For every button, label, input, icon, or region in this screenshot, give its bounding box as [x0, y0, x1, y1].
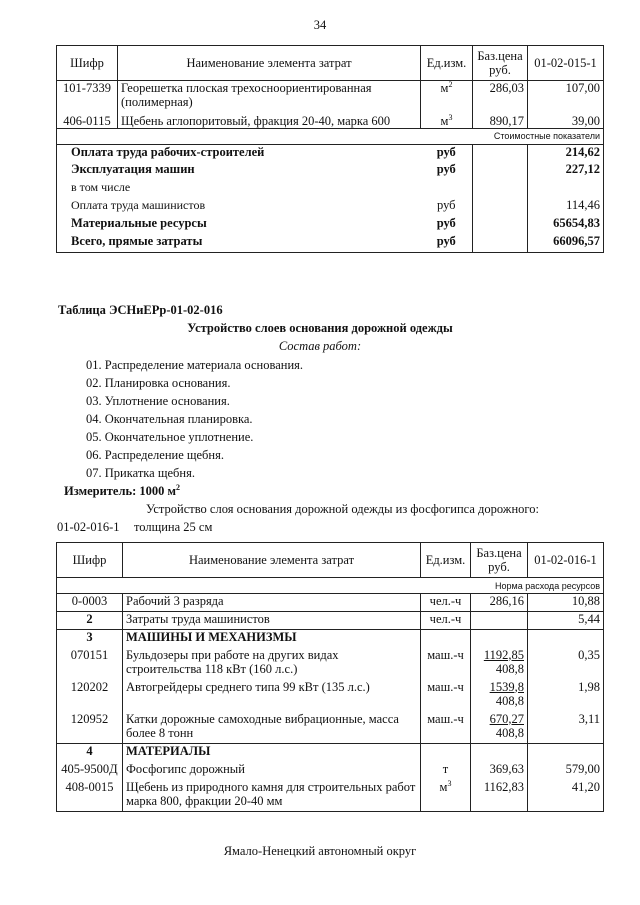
summary-value-text: 65654,83 — [553, 216, 600, 230]
column-header — [123, 543, 421, 578]
unit-cell — [421, 680, 471, 712]
table-row — [57, 594, 604, 612]
column-header-text: 01-02-015-1 — [534, 56, 597, 70]
value-cell — [528, 630, 604, 648]
summary-unit-text: руб — [436, 144, 456, 159]
work-item: 03. Уплотнение основания. — [86, 394, 230, 408]
price-base-text: 408,8 — [495, 693, 524, 708]
code-cell — [57, 762, 123, 780]
column-header — [473, 46, 528, 81]
code-cell — [57, 81, 118, 114]
code-cell-text: 408-0015 — [65, 779, 114, 794]
summary-price — [473, 198, 528, 216]
summary-row — [57, 234, 604, 252]
meter-label — [64, 484, 180, 499]
item-thickness: толщина 25 см — [134, 520, 213, 534]
unit-cell — [421, 81, 473, 114]
table-row — [57, 612, 604, 630]
price-text: 1192,85 — [483, 647, 524, 662]
name-cell — [123, 648, 421, 680]
price-cell-text: 369,63 — [489, 761, 524, 776]
work-item: 07. Прикатка щебня. — [86, 466, 195, 480]
summary-name — [57, 234, 421, 252]
value-cell-text: 3,11 — [578, 711, 600, 726]
name-cell-text: Бульдозеры при работе на других видах строительства 118 кВт (160 л.с.) — [126, 647, 339, 676]
code-cell-text: 101-7339 — [63, 81, 111, 95]
page-number: 34 — [313, 18, 327, 32]
summary-unit — [421, 144, 473, 162]
value-cell — [528, 680, 604, 712]
code-cell — [57, 114, 118, 129]
name-cell-text: Автогрейдеры среднего типа 99 кВт (135 л.с.) — [126, 679, 370, 694]
value-cell-text: 41,20 — [571, 779, 600, 794]
name-cell — [118, 114, 421, 129]
footer-region: Ямало-Ненецкий автономный округ — [223, 844, 417, 858]
code-cell-text: 120952 — [70, 711, 109, 726]
column-header — [471, 543, 528, 578]
summary-name-text: Материальные ресурсы — [71, 216, 207, 230]
code-cell-text: 070151 — [70, 647, 109, 662]
summary-price — [473, 144, 528, 162]
code-cell-text: 120202 — [70, 679, 109, 694]
name-cell-text: Катки дорожные самоходные вибрационные, масса более 8 тонн — [126, 711, 399, 740]
code-cell — [57, 612, 123, 630]
code-cell — [57, 780, 123, 812]
subheader — [57, 128, 604, 144]
column-header — [421, 543, 471, 578]
summary-row — [57, 180, 604, 198]
name-cell — [123, 762, 421, 780]
summary-name-text: Эксплуатация машин — [71, 162, 195, 176]
unit-superscript: 3 — [448, 112, 453, 122]
price-cell — [471, 762, 528, 780]
subheader-text: Стоимостные показатели — [493, 131, 600, 141]
name-cell-text: Георешетка плоская трехосноориентированная (полимерная) — [121, 81, 372, 109]
code-cell-text: 406-0115 — [63, 113, 111, 128]
name-cell-text: МАШИНЫ И МЕХАНИЗМЫ — [126, 630, 297, 644]
unit-cell — [421, 630, 471, 648]
unit-cell — [421, 594, 471, 612]
item-code: 01-02-016-1 — [57, 520, 120, 534]
column-header — [528, 46, 604, 81]
summary-name-text: Всего, прямые затраты — [71, 234, 203, 248]
summary-unit-text: руб — [436, 162, 456, 176]
unit-cell — [421, 712, 471, 744]
column-header — [118, 46, 421, 81]
value-cell-text: 579,00 — [565, 761, 600, 776]
work-item: 05. Окончательное уплотнение. — [86, 430, 254, 444]
column-header — [57, 46, 118, 81]
unit-cell-text: маш.-ч — [427, 679, 464, 694]
subheader-row — [57, 578, 604, 594]
unit-cell — [421, 762, 471, 780]
column-header-text: Баз.цена руб. — [477, 49, 523, 77]
table-row — [57, 712, 604, 744]
unit-cell — [421, 114, 473, 129]
unit-superscript: 2 — [448, 79, 453, 89]
header-row — [57, 543, 604, 578]
works-title: Состав работ: — [278, 339, 362, 353]
summary-unit-text: руб — [436, 198, 456, 212]
summary-name-text: Оплата труда машинистов — [71, 198, 206, 212]
column-header-text: Ед.изм. — [425, 553, 466, 567]
value-cell-text: 1,98 — [578, 679, 600, 694]
value-cell — [528, 780, 604, 812]
table-row — [57, 81, 604, 114]
code-cell — [57, 712, 123, 744]
code-cell-text: 0-0003 — [71, 594, 108, 608]
name-cell-text: МАТЕРИАЛЫ — [126, 744, 211, 758]
price-cell — [471, 780, 528, 812]
value-cell — [528, 744, 604, 762]
summary-value-text: 227,12 — [565, 162, 600, 176]
code-cell — [57, 594, 123, 612]
name-cell-text: Рабочий 3 разряда — [126, 594, 224, 608]
work-item: 04. Окончательная планировка. — [86, 412, 253, 426]
table-title: Таблица ЭСНиЕРр-01-02-016 — [58, 303, 223, 317]
code-cell-text: 4 — [86, 744, 93, 758]
price-cell — [471, 680, 528, 712]
value-cell-text: 5,44 — [578, 612, 600, 626]
name-cell — [123, 680, 421, 712]
price-base-text: 408,8 — [495, 725, 524, 740]
name-cell — [123, 780, 421, 812]
summary-value — [528, 180, 604, 198]
value-cell — [528, 114, 604, 129]
subheader-text: Норма расхода ресурсов — [495, 580, 600, 591]
column-header — [528, 543, 604, 578]
work-item: 06. Распределение щебня. — [86, 448, 224, 462]
summary-name — [57, 216, 421, 234]
summary-name-text: Оплата труда рабочих-строителей — [71, 144, 265, 159]
table-row — [57, 780, 604, 812]
summary-unit — [421, 216, 473, 234]
column-header-text: Наименование элемента затрат — [188, 553, 355, 567]
price-cell — [471, 648, 528, 680]
unit-superscript: 3 — [447, 778, 452, 788]
price-cell — [473, 114, 528, 129]
code-cell-text: 2 — [86, 612, 93, 626]
summary-value-text: 114,46 — [566, 198, 600, 212]
summary-row — [57, 198, 604, 216]
code-cell-text: 405-9500Д — [61, 761, 118, 776]
value-cell-text: 107,00 — [565, 81, 600, 95]
price-cell-text: 286,16 — [489, 594, 524, 608]
resource-table-01-02-016 — [56, 542, 604, 812]
unit-cell-text: м — [440, 113, 449, 128]
item-description: Устройство слоя основания дорожной одежды из фосфогипса дорожного: — [146, 502, 539, 516]
summary-price — [473, 180, 528, 198]
name-cell — [123, 594, 421, 612]
name-cell-text: Фосфогипс дорожный — [126, 761, 245, 776]
summary-unit — [421, 180, 473, 198]
unit-cell-text: чел.-ч — [429, 612, 462, 626]
meter-text: Измеритель: 1000 м — [64, 484, 177, 498]
price-base-text: 408,8 — [495, 661, 524, 676]
summary-name — [57, 180, 421, 198]
summary-unit — [421, 162, 473, 180]
summary-value — [528, 216, 604, 234]
code-cell — [57, 648, 123, 680]
column-header — [421, 46, 473, 81]
column-header-text: Баз.цена руб. — [476, 546, 522, 574]
column-header — [57, 543, 123, 578]
value-cell — [528, 594, 604, 612]
price-cell — [471, 744, 528, 762]
summary-name-text: в том числе — [71, 180, 131, 194]
column-header-text: Шифр — [72, 553, 107, 567]
column-header-text: 01-02-016-1 — [534, 553, 597, 567]
name-cell — [123, 744, 421, 762]
name-cell-text: Затраты труда машинистов — [126, 612, 270, 626]
column-header-text: Наименование элемента затрат — [186, 56, 352, 70]
header-row — [57, 46, 604, 81]
summary-value-text: 214,62 — [565, 144, 600, 159]
unit-cell-text: маш.-ч — [427, 711, 464, 726]
price-cell — [471, 712, 528, 744]
summary-unit — [421, 198, 473, 216]
value-cell-text: 0,35 — [578, 647, 600, 662]
unit-cell — [421, 612, 471, 630]
unit-cell-text: м — [440, 81, 449, 95]
summary-name — [57, 144, 421, 162]
price-text: 1539,8 — [489, 679, 524, 694]
work-item: 01. Распределение материала основания. — [86, 358, 304, 372]
value-cell — [528, 762, 604, 780]
name-cell-text: Щебень из природного камня для строительных работ марка 800, фракции 20-40 мм — [126, 779, 416, 808]
name-cell-text: Щебень аглопоритовый, фракция 20-40, марка 600 — [121, 113, 391, 128]
meter-sup: 2 — [176, 482, 181, 492]
code-cell — [57, 680, 123, 712]
table-row — [57, 762, 604, 780]
name-cell — [123, 630, 421, 648]
summary-value — [528, 162, 604, 180]
value-cell-text: 10,88 — [571, 594, 600, 608]
subheader-row — [57, 128, 604, 144]
summary-unit — [421, 234, 473, 252]
summary-value — [528, 234, 604, 252]
summary-unit-text: руб — [436, 234, 456, 248]
unit-cell-text: т — [442, 761, 449, 776]
summary-price — [473, 234, 528, 252]
summary-value — [528, 144, 604, 162]
price-cell-text: 286,03 — [489, 81, 524, 95]
table-row — [57, 630, 604, 648]
name-cell — [123, 612, 421, 630]
cost-table-01-02-015 — [56, 45, 604, 253]
summary-price — [473, 216, 528, 234]
table-row — [57, 648, 604, 680]
section-heading: Устройство слоев основания дорожной одежды — [187, 321, 453, 335]
code-cell — [57, 744, 123, 762]
summary-price — [473, 162, 528, 180]
unit-cell-text: чел.-ч — [429, 594, 462, 608]
price-cell — [471, 594, 528, 612]
price-cell-text: 890,17 — [489, 113, 524, 128]
table-row — [57, 114, 604, 129]
summary-name — [57, 198, 421, 216]
value-cell — [528, 612, 604, 630]
price-cell — [473, 81, 528, 114]
value-cell — [528, 712, 604, 744]
price-cell-text: 1162,83 — [483, 779, 524, 794]
unit-cell — [421, 780, 471, 812]
works-list — [86, 356, 303, 482]
table-row — [57, 744, 604, 762]
summary-name — [57, 162, 421, 180]
price-cell — [471, 612, 528, 630]
name-cell — [118, 81, 421, 114]
value-cell-text: 39,00 — [571, 113, 600, 128]
summary-value-text: 66096,57 — [553, 234, 600, 248]
unit-cell — [421, 648, 471, 680]
value-cell — [528, 648, 604, 680]
summary-row — [57, 216, 604, 234]
unit-cell-text: маш.-ч — [427, 647, 464, 662]
unit-cell-text: м — [439, 779, 448, 794]
name-cell — [123, 712, 421, 744]
unit-cell — [421, 744, 471, 762]
code-cell — [57, 630, 123, 648]
price-text: 670,27 — [489, 711, 524, 726]
column-header-text: Шифр — [70, 56, 104, 70]
price-cell — [471, 630, 528, 648]
summary-row — [57, 144, 604, 162]
code-cell-text: 3 — [86, 630, 93, 644]
summary-row — [57, 162, 604, 180]
value-cell — [528, 81, 604, 114]
summary-value — [528, 198, 604, 216]
work-item: 02. Планировка основания. — [86, 376, 231, 390]
subheader — [57, 578, 604, 594]
table-row — [57, 680, 604, 712]
summary-unit-text: руб — [436, 216, 456, 230]
column-header-text: Ед.изм. — [426, 56, 467, 70]
